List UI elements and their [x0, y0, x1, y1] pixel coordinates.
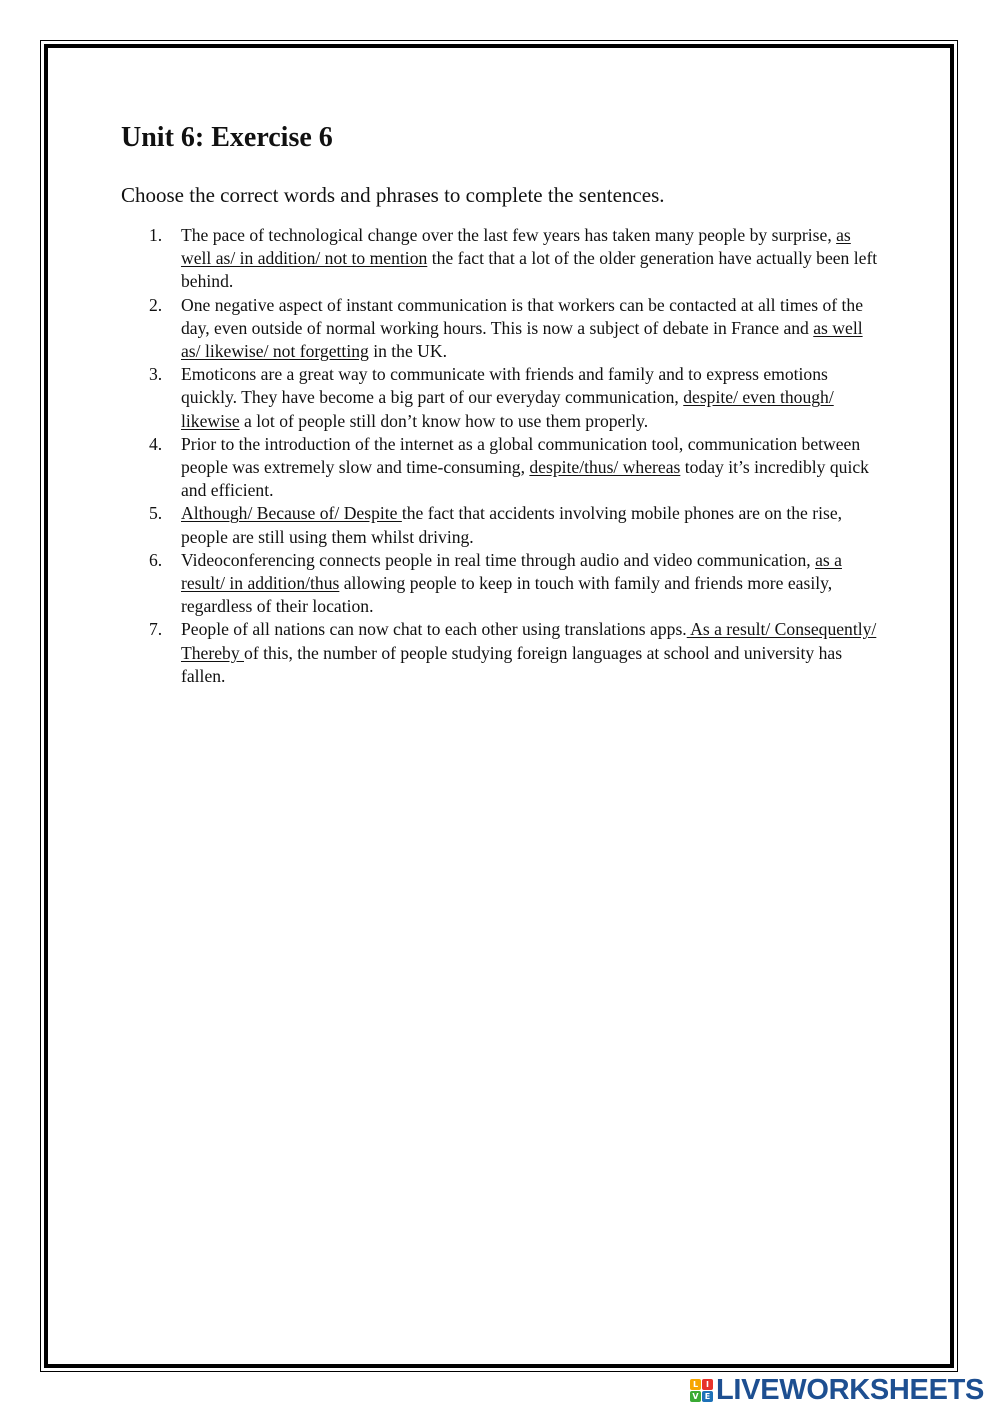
logo-letter-e: E [702, 1391, 713, 1402]
question-number: 3. [149, 364, 163, 385]
question-number: 6. [149, 549, 163, 570]
liveworksheets-logo[interactable] [690, 1376, 984, 1404]
page-title: Unit 6: Exercise 6 [121, 122, 333, 153]
liveworksheets-logo-text: LIVEWORKSHEETS [716, 1374, 985, 1406]
question-text-after: in the UK. [368, 341, 447, 362]
logo-letter-i: I [702, 1379, 713, 1390]
question-text-after: of this, the number of people studying foreign languages at school and university has fallen. [181, 642, 843, 686]
question-item [121, 363, 881, 433]
question-text-before: Videoconferencing connects people in real time through audio and video communication, [181, 549, 816, 570]
logo-letter-l: L [690, 1379, 701, 1390]
question-item [121, 294, 881, 364]
liveworksheets-logo-icon [690, 1379, 713, 1402]
question-text-after: the fact that accidents involving mobile phones are on the rise, people are still using them whilst driving. [181, 503, 843, 547]
question-text-before: Prior to the introduction of the internet as a global communication tool, communication between people was extremely slow and time-consuming, [181, 433, 861, 478]
question-number: 4. [149, 433, 163, 454]
question-text-after: the fact that a lot of the older generation have actually been left behind. [181, 248, 878, 292]
answer-options[interactable]: despite/thus/ whereas [529, 457, 681, 478]
question-text-after: allowing people to keep in touch with family and friends more easily, regardless of their location. [181, 573, 833, 617]
question-number: 5. [149, 503, 163, 524]
instruction-text: Choose the correct words and phrases to complete the sentences. [121, 183, 665, 207]
question-list [121, 224, 881, 688]
question-text-before: Emoticons are a great way to communicate with friends and family and to express emotions quickly. They have become a big part of our everyday communication, [181, 364, 828, 408]
answer-options[interactable]: Although/ Because of/ Despite [181, 503, 402, 524]
question-item [121, 433, 881, 503]
answer-options[interactable]: as well as/ likewise/ not forgetting [181, 317, 863, 362]
question-item [121, 502, 881, 548]
answer-options[interactable]: as well as/ in addition/ not to mention [181, 225, 851, 269]
worksheet-content [121, 118, 881, 688]
answer-options[interactable]: As a result/ Consequently/ Thereby [181, 619, 877, 663]
question-number: 7. [149, 619, 163, 640]
question-text-before: People of all nations can now chat to each other using translations apps. [181, 619, 687, 640]
question-text-after: a lot of people still don’t know how to use them properly. [239, 410, 649, 431]
question-item [121, 549, 881, 619]
question-text-before: The pace of technological change over the last few years has taken many people by surprise, [181, 225, 837, 245]
question-text-before: One negative aspect of instant communication is that workers can be contacted at all times of the day, even outside of normal working hours. This is now a subject of debate in France and [181, 294, 864, 338]
question-text-after: today it’s incredibly quick and efficient. [181, 457, 869, 501]
answer-options[interactable]: despite/ even though/ likewise [181, 387, 834, 431]
answer-options[interactable]: as a result/ in addition/thus [181, 549, 842, 594]
question-item [121, 618, 881, 688]
question-item [121, 224, 881, 294]
question-number: 2. [149, 294, 163, 315]
logo-letter-v: V [690, 1391, 701, 1402]
question-number: 1. [149, 225, 163, 245]
